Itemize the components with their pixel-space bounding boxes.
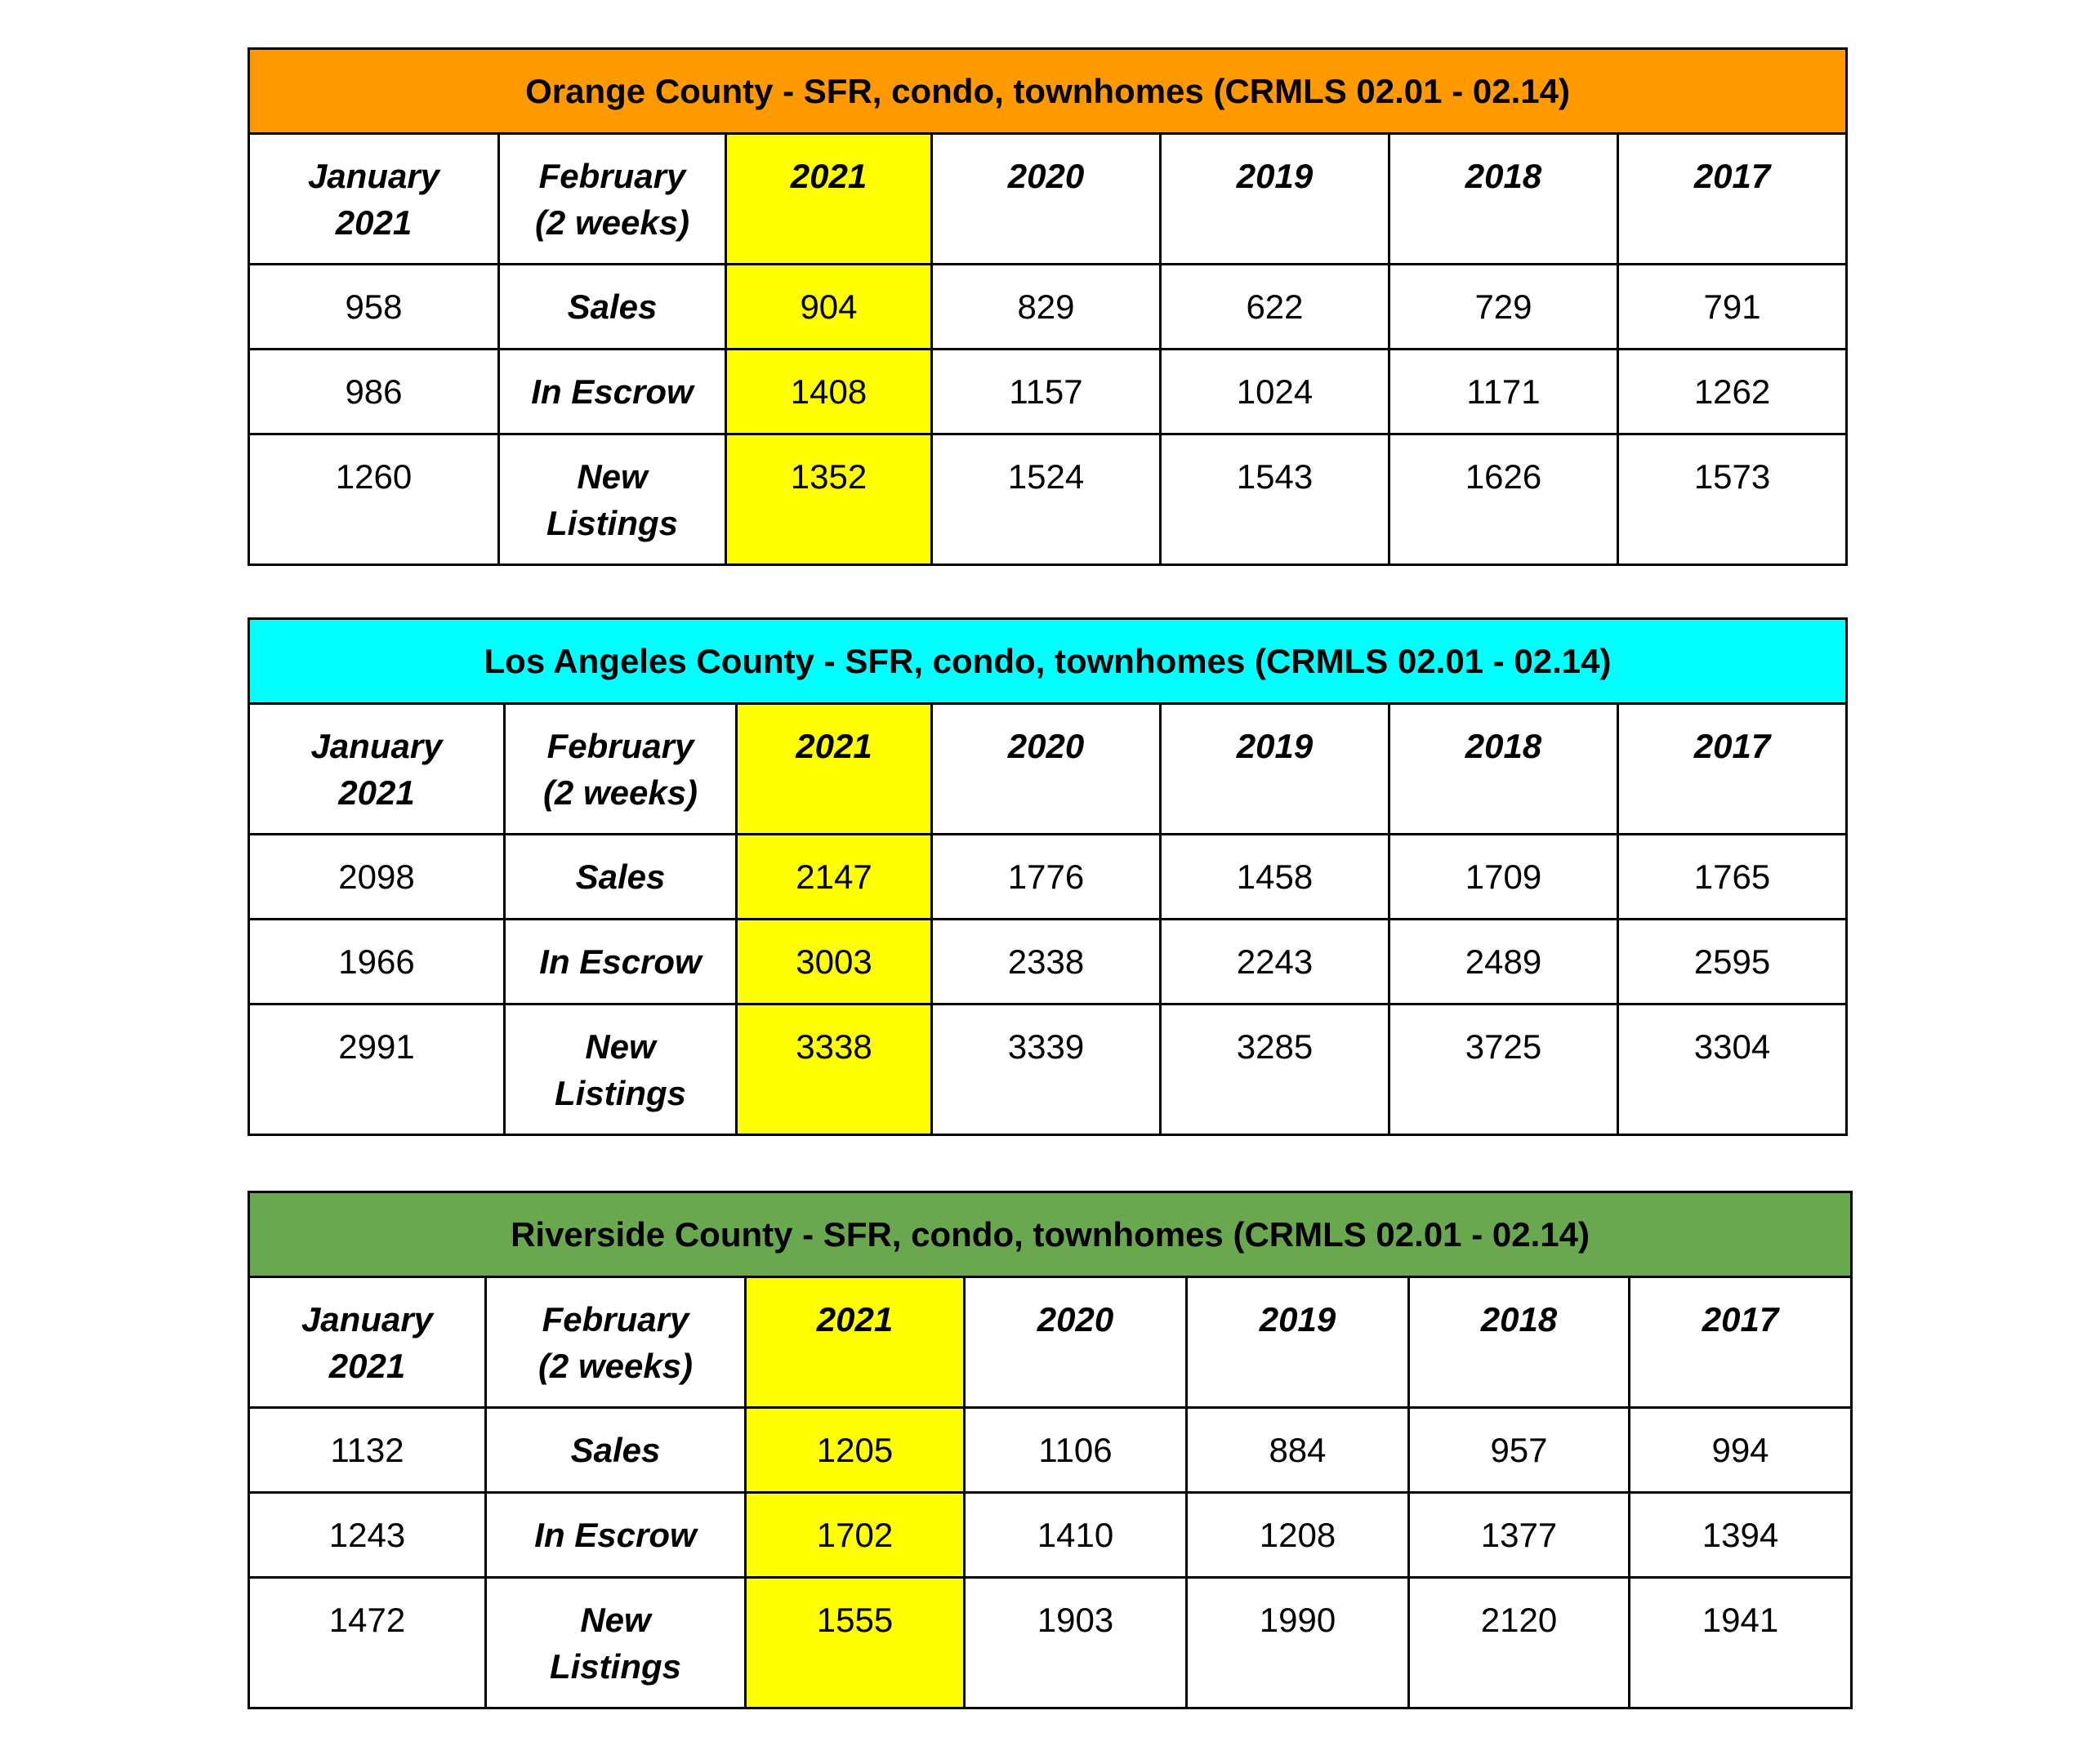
header-year-2018: 2018 (1389, 704, 1618, 835)
value-2019: 3285 (1161, 1004, 1389, 1135)
table-row-in-escrow (249, 350, 1847, 434)
table-row-sales (249, 835, 1847, 920)
value-2020: 1410 (965, 1493, 1187, 1578)
header-year-2017: 2017 (1618, 134, 1847, 265)
header-february (505, 704, 737, 835)
value-2020: 1903 (965, 1578, 1187, 1708)
row-label-line-1: New (577, 457, 648, 496)
row-label-line-1: New (585, 1027, 656, 1066)
header-january-month: January (310, 727, 443, 765)
row-label: In Escrow (505, 920, 737, 1004)
value-2017: 2595 (1618, 920, 1847, 1004)
value-2021: 1352 (726, 434, 932, 565)
table-row-new-listings (249, 1004, 1847, 1135)
value-2021: 3338 (737, 1004, 932, 1135)
row-label-line-2: Listings (546, 504, 678, 542)
header-january (249, 704, 505, 835)
value-2019: 1458 (1161, 835, 1389, 920)
table-row-in-escrow (249, 1493, 1852, 1578)
january-value: 1243 (249, 1493, 486, 1578)
value-2019: 1990 (1187, 1578, 1409, 1708)
value-2020: 1106 (965, 1408, 1187, 1493)
header-year-2017: 2017 (1618, 704, 1847, 835)
january-value: 1260 (249, 434, 499, 565)
january-value: 2098 (249, 835, 505, 920)
table-row-new-listings (249, 1578, 1852, 1708)
header-year-2021: 2021 (726, 134, 932, 265)
january-value: 2991 (249, 1004, 505, 1135)
row-label (499, 434, 726, 565)
header-year-2019: 2019 (1187, 1277, 1409, 1408)
row-label: Sales (486, 1408, 746, 1493)
row-label: In Escrow (486, 1493, 746, 1578)
header-year-2019: 2019 (1161, 134, 1389, 265)
header-february-month: February (546, 727, 694, 765)
value-2019: 884 (1187, 1408, 1409, 1493)
january-value: 1966 (249, 920, 505, 1004)
value-2020: 1776 (932, 835, 1161, 920)
header-year-2020: 2020 (965, 1277, 1187, 1408)
row-label (505, 1004, 737, 1135)
value-2018: 1377 (1409, 1493, 1630, 1578)
value-2020: 829 (932, 265, 1161, 350)
header-january-year: 2021 (328, 1347, 406, 1385)
value-2017: 994 (1630, 1408, 1852, 1493)
row-label: Sales (505, 835, 737, 920)
value-2019: 1208 (1187, 1493, 1409, 1578)
value-2021: 2147 (737, 835, 932, 920)
header-february (499, 134, 726, 265)
header-february-month: February (538, 157, 686, 195)
value-2017: 3304 (1618, 1004, 1847, 1135)
row-label-line-1: New (580, 1601, 651, 1639)
january-value: 1132 (249, 1408, 486, 1493)
value-2019: 2243 (1161, 920, 1389, 1004)
value-2020: 3339 (932, 1004, 1161, 1135)
value-2018: 3725 (1389, 1004, 1618, 1135)
value-2017: 1573 (1618, 434, 1847, 565)
table-title: Riverside County - SFR, condo, townhomes (CRMLS 02.01 - 02.14) (249, 1192, 1852, 1277)
value-2018: 1626 (1389, 434, 1618, 565)
january-value: 986 (249, 350, 499, 434)
table-row-sales (249, 265, 1847, 350)
header-january (249, 134, 499, 265)
value-2018: 957 (1409, 1408, 1630, 1493)
value-2017: 1262 (1618, 350, 1847, 434)
value-2021: 3003 (737, 920, 932, 1004)
row-label: Sales (499, 265, 726, 350)
header-january-month: January (307, 157, 440, 195)
header-january (249, 1277, 486, 1408)
january-value: 958 (249, 265, 499, 350)
table-row-new-listings (249, 434, 1847, 565)
value-2021: 1702 (746, 1493, 965, 1578)
row-label-line-2: Listings (549, 1647, 681, 1686)
value-2020: 1524 (932, 434, 1161, 565)
header-february-span: (2 weeks) (534, 203, 690, 242)
value-2018: 2489 (1389, 920, 1618, 1004)
header-year-2018: 2018 (1409, 1277, 1630, 1408)
header-february-span: (2 weeks) (537, 1347, 694, 1385)
table-row-in-escrow (249, 920, 1847, 1004)
row-label: In Escrow (499, 350, 726, 434)
value-2021: 1205 (746, 1408, 965, 1493)
value-2021: 1408 (726, 350, 932, 434)
header-february-month: February (542, 1300, 689, 1339)
header-february-span: (2 weeks) (542, 773, 698, 812)
header-january-month: January (301, 1300, 434, 1339)
header-year-2021: 2021 (737, 704, 932, 835)
value-2018: 1709 (1389, 835, 1618, 920)
header-year-2020: 2020 (932, 134, 1161, 265)
table-title: Los Angeles County - SFR, condo, townhomes (CRMLS 02.01 - 02.14) (249, 619, 1847, 704)
header-year-2020: 2020 (932, 704, 1161, 835)
row-label (486, 1578, 746, 1708)
value-2019: 1024 (1161, 350, 1389, 434)
value-2021: 904 (726, 265, 932, 350)
value-2019: 622 (1161, 265, 1389, 350)
value-2019: 1543 (1161, 434, 1389, 565)
row-label-line-2: Listings (554, 1074, 686, 1112)
january-value: 1472 (249, 1578, 486, 1708)
los-angeles-county-table (248, 617, 1848, 1136)
header-january-year: 2021 (335, 203, 413, 242)
value-2017: 1394 (1630, 1493, 1852, 1578)
header-january-year: 2021 (338, 773, 415, 812)
header-year-2019: 2019 (1161, 704, 1389, 835)
value-2017: 791 (1618, 265, 1847, 350)
header-year-2018: 2018 (1389, 134, 1618, 265)
value-2017: 1941 (1630, 1578, 1852, 1708)
table-row-sales (249, 1408, 1852, 1493)
value-2018: 1171 (1389, 350, 1618, 434)
value-2018: 729 (1389, 265, 1618, 350)
header-february (486, 1277, 746, 1408)
value-2020: 1157 (932, 350, 1161, 434)
header-year-2017: 2017 (1630, 1277, 1852, 1408)
table-title: Orange County - SFR, condo, townhomes (CRMLS 02.01 - 02.14) (249, 49, 1847, 134)
orange-county-table (248, 47, 1848, 566)
value-2017: 1765 (1618, 835, 1847, 920)
value-2020: 2338 (932, 920, 1161, 1004)
riverside-county-table (248, 1191, 1853, 1709)
value-2018: 2120 (1409, 1578, 1630, 1708)
header-year-2021: 2021 (746, 1277, 965, 1408)
value-2021: 1555 (746, 1578, 965, 1708)
